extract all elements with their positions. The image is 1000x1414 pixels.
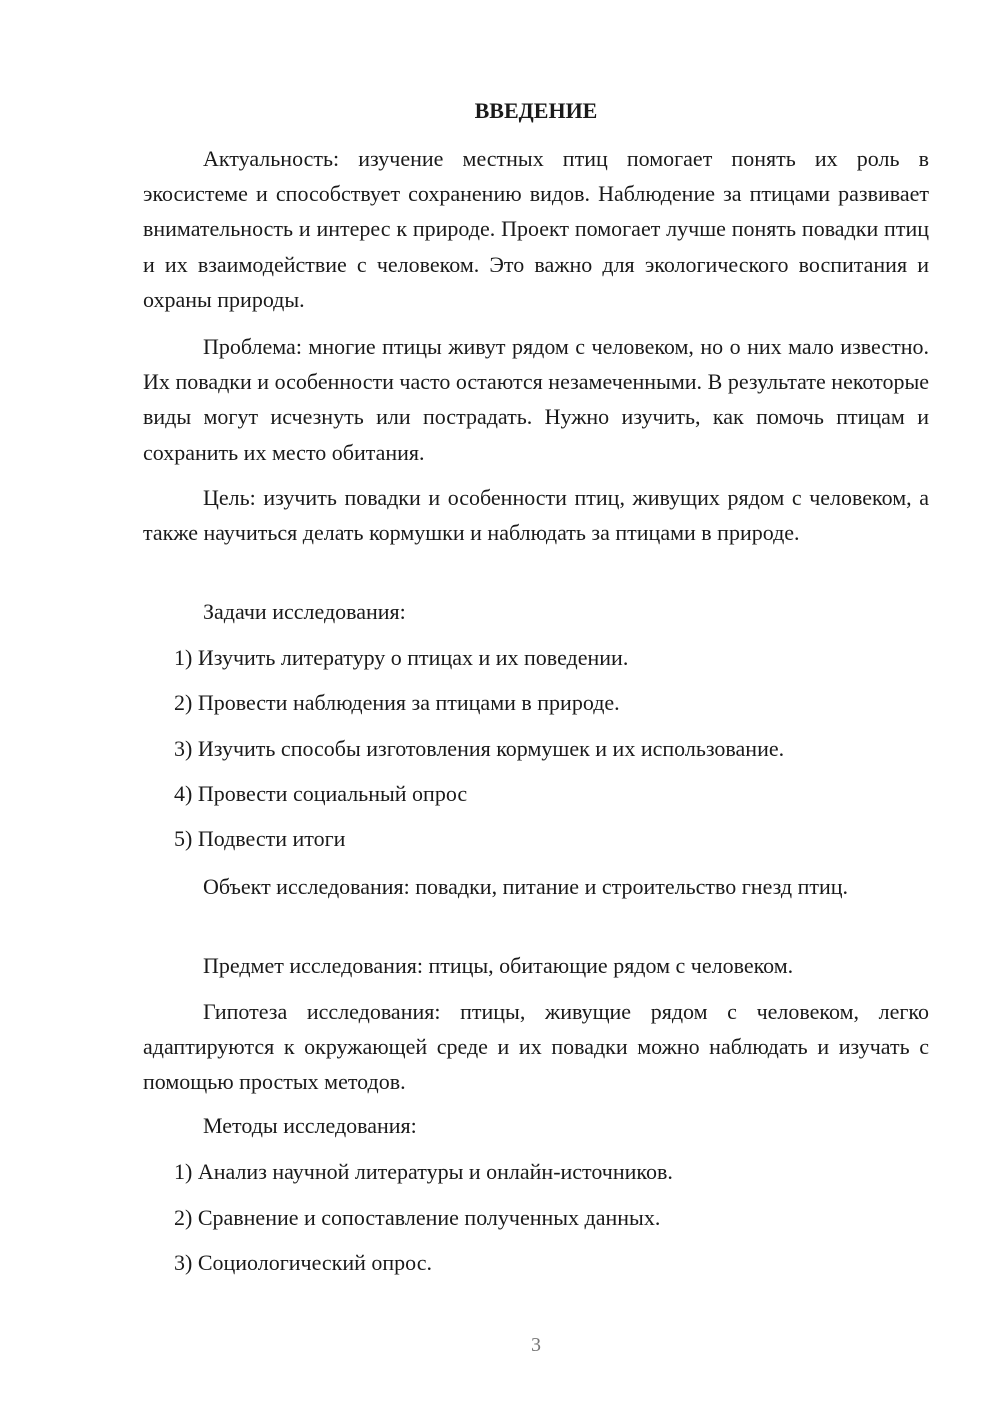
task-item: 1) Изучить литературу о птицах и их поведении. — [174, 645, 629, 670]
subject-paragraph: Предмет исследования: птицы, обитающие рядом с человеком. — [203, 953, 794, 978]
page-number: 3 — [531, 1334, 541, 1356]
tasks-heading: Задачи исследования: — [203, 599, 406, 624]
object-paragraph: Объект исследования: повадки, питание и строительство гнезд птиц. — [203, 874, 849, 899]
method-item: 3) Социологический опрос. — [174, 1250, 432, 1275]
task-item: 4) Провести социальный опрос — [174, 781, 468, 806]
methods-heading: Методы исследования: — [203, 1113, 417, 1138]
hypothesis-paragraph: Гипотеза исследования: птицы, живущие рядом с человеком, легко адаптируются к окружающей среде и их повадки можно наблюдать и изучать с помощью простых методов. — [143, 999, 929, 1095]
relevance-paragraph: Актуальность: изучение местных птиц помогает понять их роль в экосистеме и способствует сохранению видов. Наблюдение за птицами развивает внимательность и интерес к природе. Проект помогает лучше понять повадки птиц и их взаимодействие с человеком. Это важно для экологического воспитания и охраны природы. — [143, 146, 929, 312]
task-item: 2) Провести наблюдения за птицами в природе. — [174, 690, 620, 715]
method-item: 1) Анализ научной литературы и онлайн-источников. — [174, 1159, 673, 1184]
goal-paragraph: Цель: изучить повадки и особенности птиц, живущих рядом с человеком, а также научиться делать кормушки и наблюдать за птицами в природе. — [143, 485, 929, 546]
page-title: ВВЕДЕНИЕ — [474, 98, 598, 123]
task-item: 3) Изучить способы изготовления кормушек и их использование. — [174, 736, 785, 761]
task-item: 5) Подвести итоги — [174, 826, 346, 851]
document-page — [143, 0, 929, 1414]
method-item: 2) Сравнение и сопоставление полученных данных. — [174, 1205, 661, 1230]
problem-paragraph: Проблема: многие птицы живут рядом с человеком, но о них мало известно. Их повадки и особенности часто остаются незамеченными. В результате некоторые виды могут исчезнуть или пострадать. Нужно изучить, как помочь птицам и сохранить их место обитания. — [143, 334, 929, 465]
